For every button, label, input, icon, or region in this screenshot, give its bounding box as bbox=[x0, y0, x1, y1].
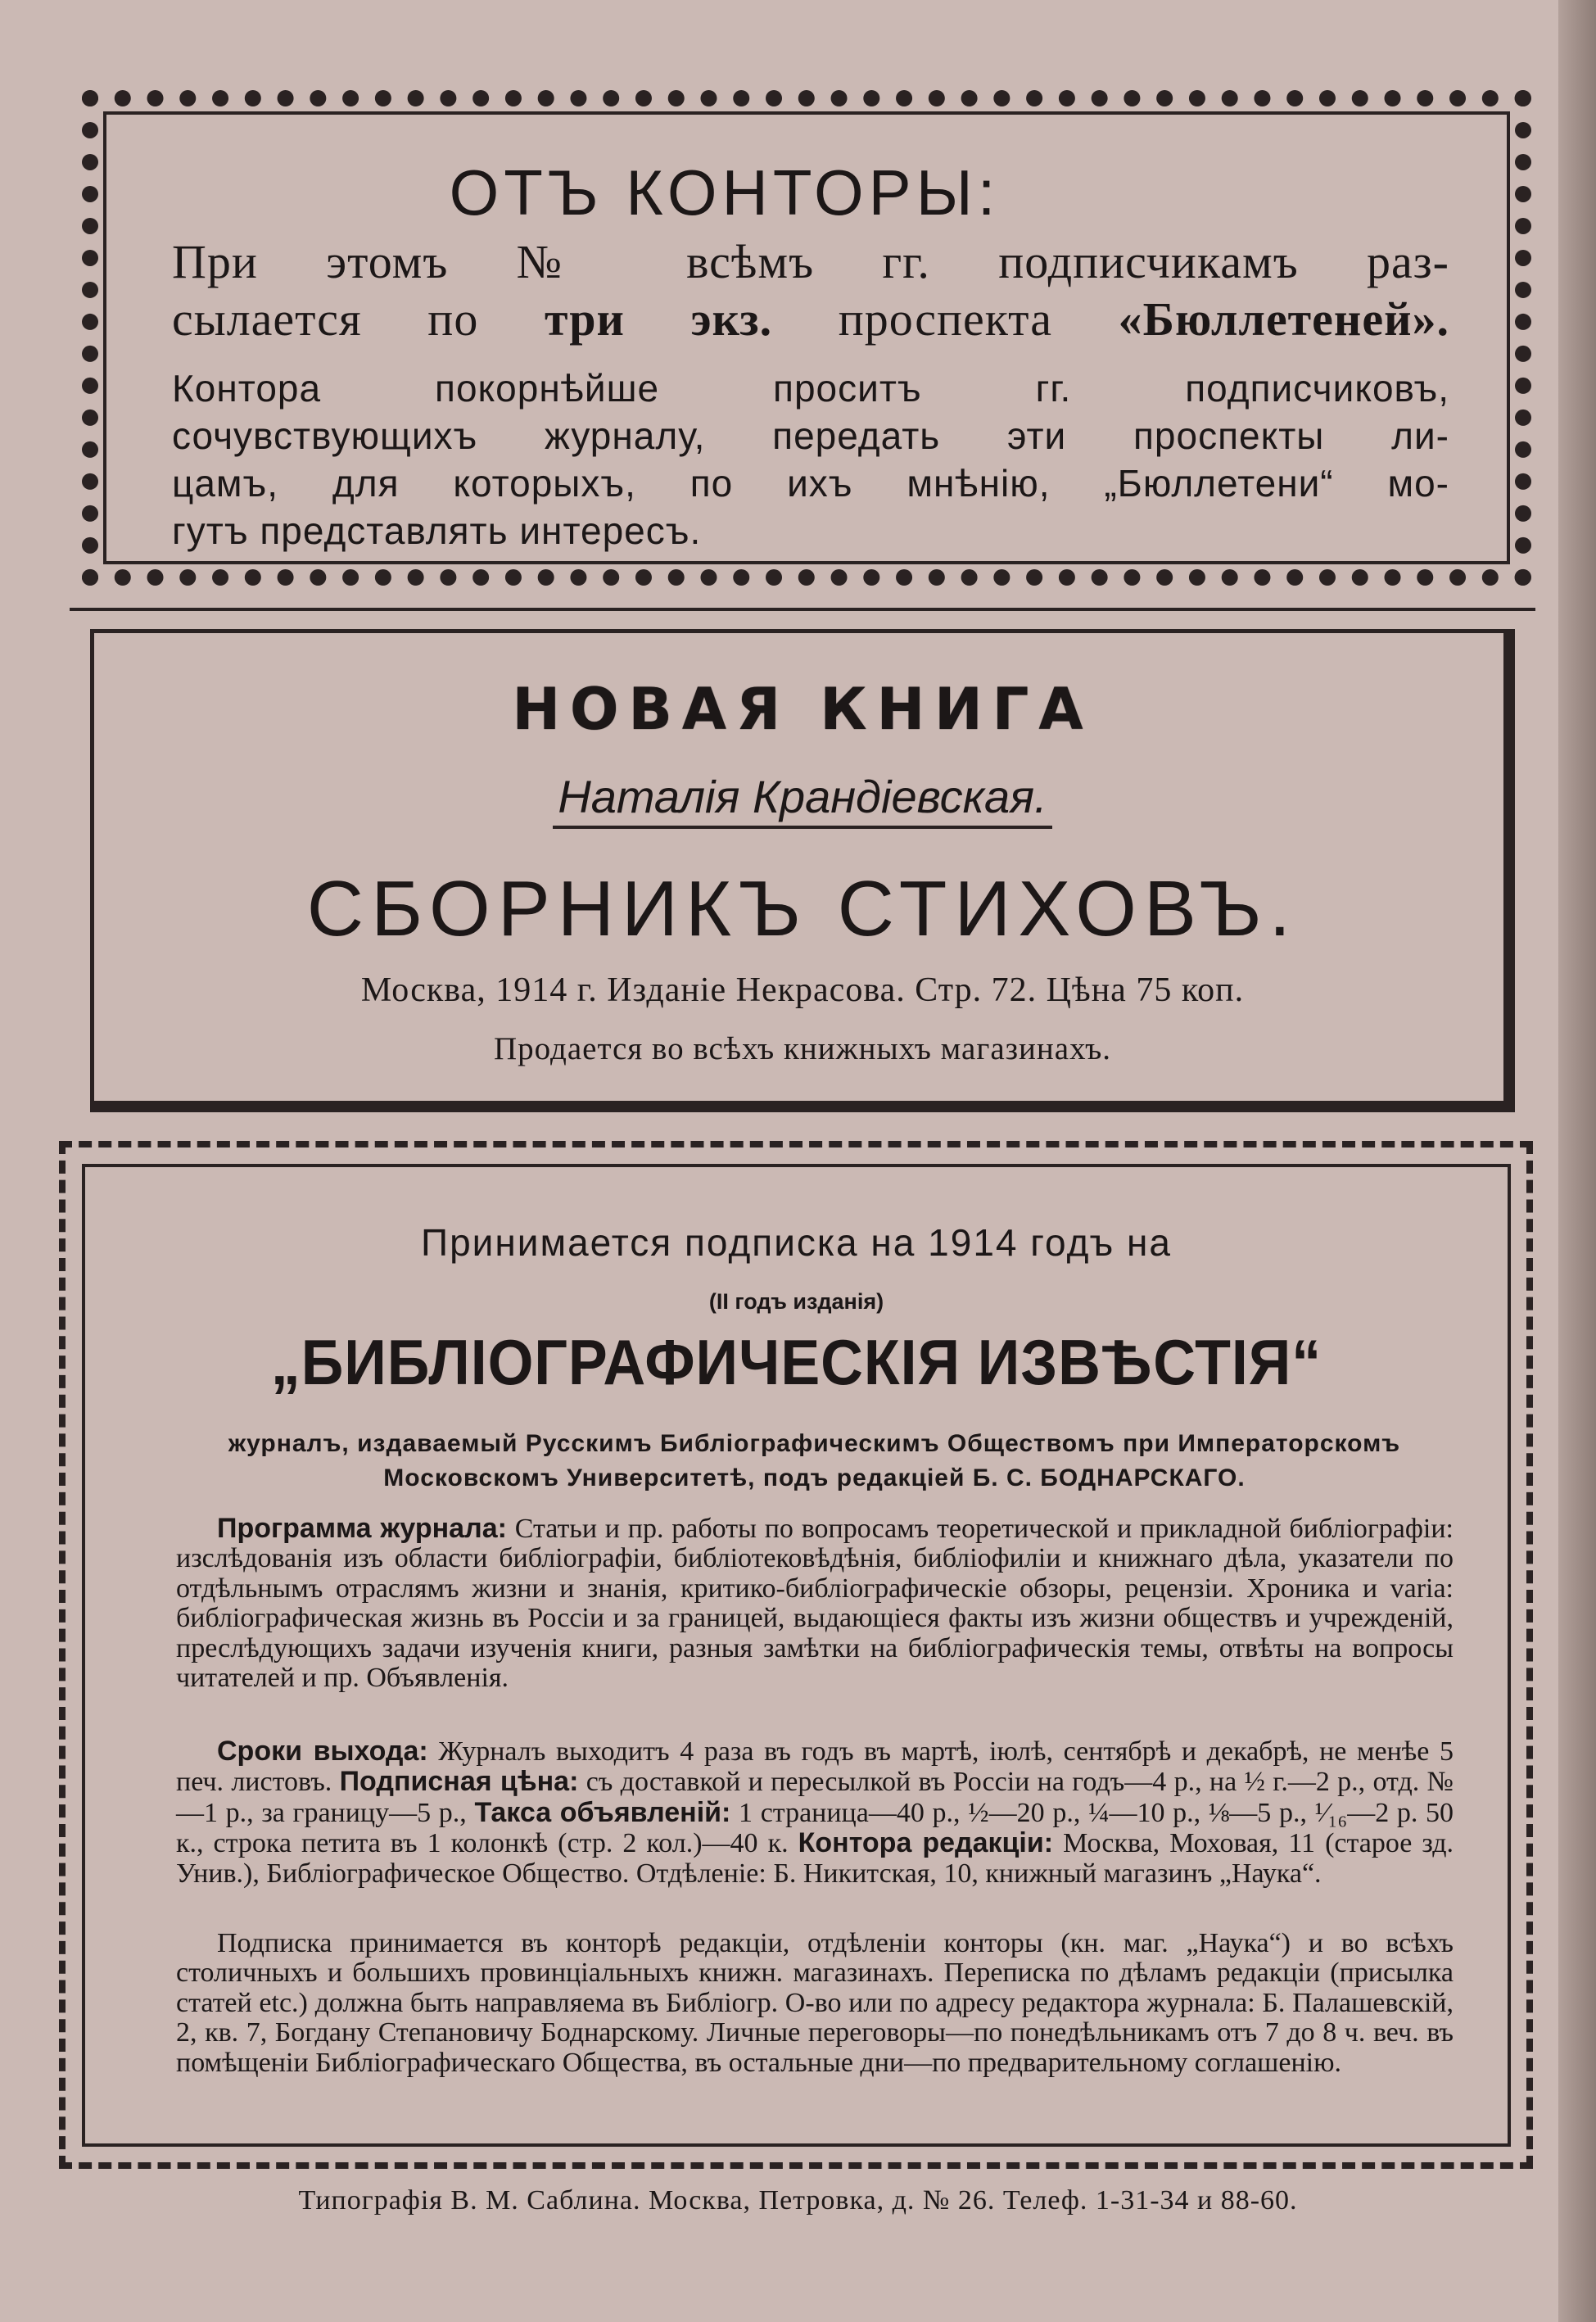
book-title: СБОРНИКЪ СТИХОВЪ. bbox=[306, 865, 1299, 953]
book-sale-note: Продается во всѣхъ книжныхъ магазинахъ. bbox=[493, 1031, 1112, 1066]
notice-line-2-middle: проспекта bbox=[772, 292, 1119, 346]
subscription-year-note: (II годъ изданія) bbox=[708, 1289, 884, 1314]
notice-line-2-start: сылается по bbox=[172, 292, 545, 346]
journal-publisher-line-2: Московскомъ Университетѣ, подъ редакціей Б. С. БОДНАРСКАГО. bbox=[383, 1464, 1246, 1491]
subscription-announcement: Принимается подписка на 1914 годъ на bbox=[421, 1221, 1172, 1264]
notice-line-1: При этомъ № всѣмъ гг. подписчикамъ раз- bbox=[172, 235, 1449, 288]
book-author-name: Наталія Крандіевская. bbox=[553, 771, 1051, 829]
program-text: Статьи и пр. работы по вопросамъ теоретической и прикладной библіографіи: изслѣдованія изъ области библіографіи, библіотековѣдѣнія, библіофиліи и книжнаго дѣла, указатели по отдѣльнымъ отраслямъ жизни и знанія, критико-библіографическіе обзоры, рецензіи. Хроника и varia: библіографическая жизнь въ Россіи и за границей, выдающіеся факты изъ жизни обществъ и учрежденій, преслѣдующихъ задачи изученія книги, разныя замѣтки на библіографическія темы, отвѣты на вопросы читателей и пр. Объявленія. bbox=[176, 1514, 1454, 1694]
closing-paragraph bbox=[176, 1929, 1454, 2078]
book-author bbox=[90, 770, 1515, 823]
program-paragraph bbox=[176, 1514, 1454, 1693]
journal-publisher-line-1: журналъ, издаваемый Русскимъ Библіографическимъ Обществомъ при Императорскомъ bbox=[228, 1430, 1401, 1457]
book-publication-info: Москва, 1914 г. Изданіе Некрасова. Стр. 72. Цѣна 75 коп. bbox=[360, 971, 1245, 1009]
notice-request-line-3: цамъ, для которыхъ, по ихъ мнѣнію, „Бюллетени“ мо- bbox=[172, 462, 1449, 505]
journal-publisher bbox=[174, 1427, 1455, 1496]
notice-title: ОТЪ КОНТОРЫ: bbox=[449, 156, 1001, 229]
program-label: Программа журнала: bbox=[217, 1513, 507, 1544]
ads-label: Такса объявленій: bbox=[474, 1796, 731, 1828]
price-text: съ доставкой и пересылкой въ Россіи на годъ—4 р., на ½ г.—2 р., отд. №—1 р., за границу—5 р., bbox=[176, 1767, 1454, 1828]
book-heading: НОВАЯ КНИГА bbox=[512, 676, 1093, 743]
section-divider bbox=[70, 608, 1535, 611]
journal-title: „БИБЛІОГРАФИЧЕСКІЯ ИЗВѢСТІЯ“ bbox=[270, 1326, 1322, 1398]
page-edge bbox=[1558, 0, 1596, 2322]
notice-copies-count: три экз. bbox=[545, 292, 773, 346]
terms-label: Сроки выхода: bbox=[217, 1736, 428, 1767]
terms-paragraph bbox=[176, 1736, 1454, 1889]
closing-text: Подписка принимается въ конторѣ редакціи, отдѣленіи конторы (кн. маг. „Наука“) и во всѣхъ столичныхъ и большихъ провинціальныхъ книжн. магазинахъ. Переписка по дѣламъ редакціи (присылка статей etc.) должна быть направляема въ Библіогр. О-во или по адресу редактора журнала: Б. Палашевскій, 2, кв. 7, Богдану Степановичу Боднарскому. Личные переговоры—по понедѣльникамъ отъ 7 до 8 ч. веч. въ помѣщеніи Библіографическаго Общества, въ остальные дни—по предварительному соглашенію. bbox=[176, 1928, 1454, 2078]
terms-text: Журналъ выходитъ 4 раза въ годъ въ мартѣ, іюлѣ, сентябрѣ и декабрѣ, не менѣе 5 печ. листовъ. bbox=[176, 1736, 1454, 1798]
notice-request-line-4: гутъ представлять интересъ. bbox=[172, 509, 702, 552]
notice-request-line-1: Контора покорнѣйше проситъ гг. подписчиковъ, bbox=[172, 367, 1449, 410]
office-text: Москва, Моховая, 11 (старое зд. Унив.), Библіографическое Общество. Отдѣленіе: Б. Никитская, 10, книжный магазинъ „Наука“. bbox=[176, 1828, 1454, 1889]
notice-line-2 bbox=[172, 292, 1449, 347]
notice-request-line-2: сочувствующихъ журналу, передать эти проспекты ли- bbox=[172, 414, 1449, 457]
printer-footer: Типографія В. М. Саблина. Москва, Петровка, д. № 26. Телеф. 1-31-34 и 88-60. bbox=[298, 2185, 1298, 2216]
notice-bulletins-name: «Бюллетеней». bbox=[1118, 292, 1449, 346]
office-label: Контора редакціи: bbox=[798, 1827, 1054, 1859]
price-label: Подписная цѣна: bbox=[339, 1766, 579, 1798]
ads-text: 1 страница—40 р., ½—20 р., ¼—10 р., ⅛—5 р., ¹⁄₁₆—2 р. 50 к., строка петита въ 1 колонкѣ (стр. 2 кол.)—40 к. bbox=[176, 1797, 1454, 1859]
